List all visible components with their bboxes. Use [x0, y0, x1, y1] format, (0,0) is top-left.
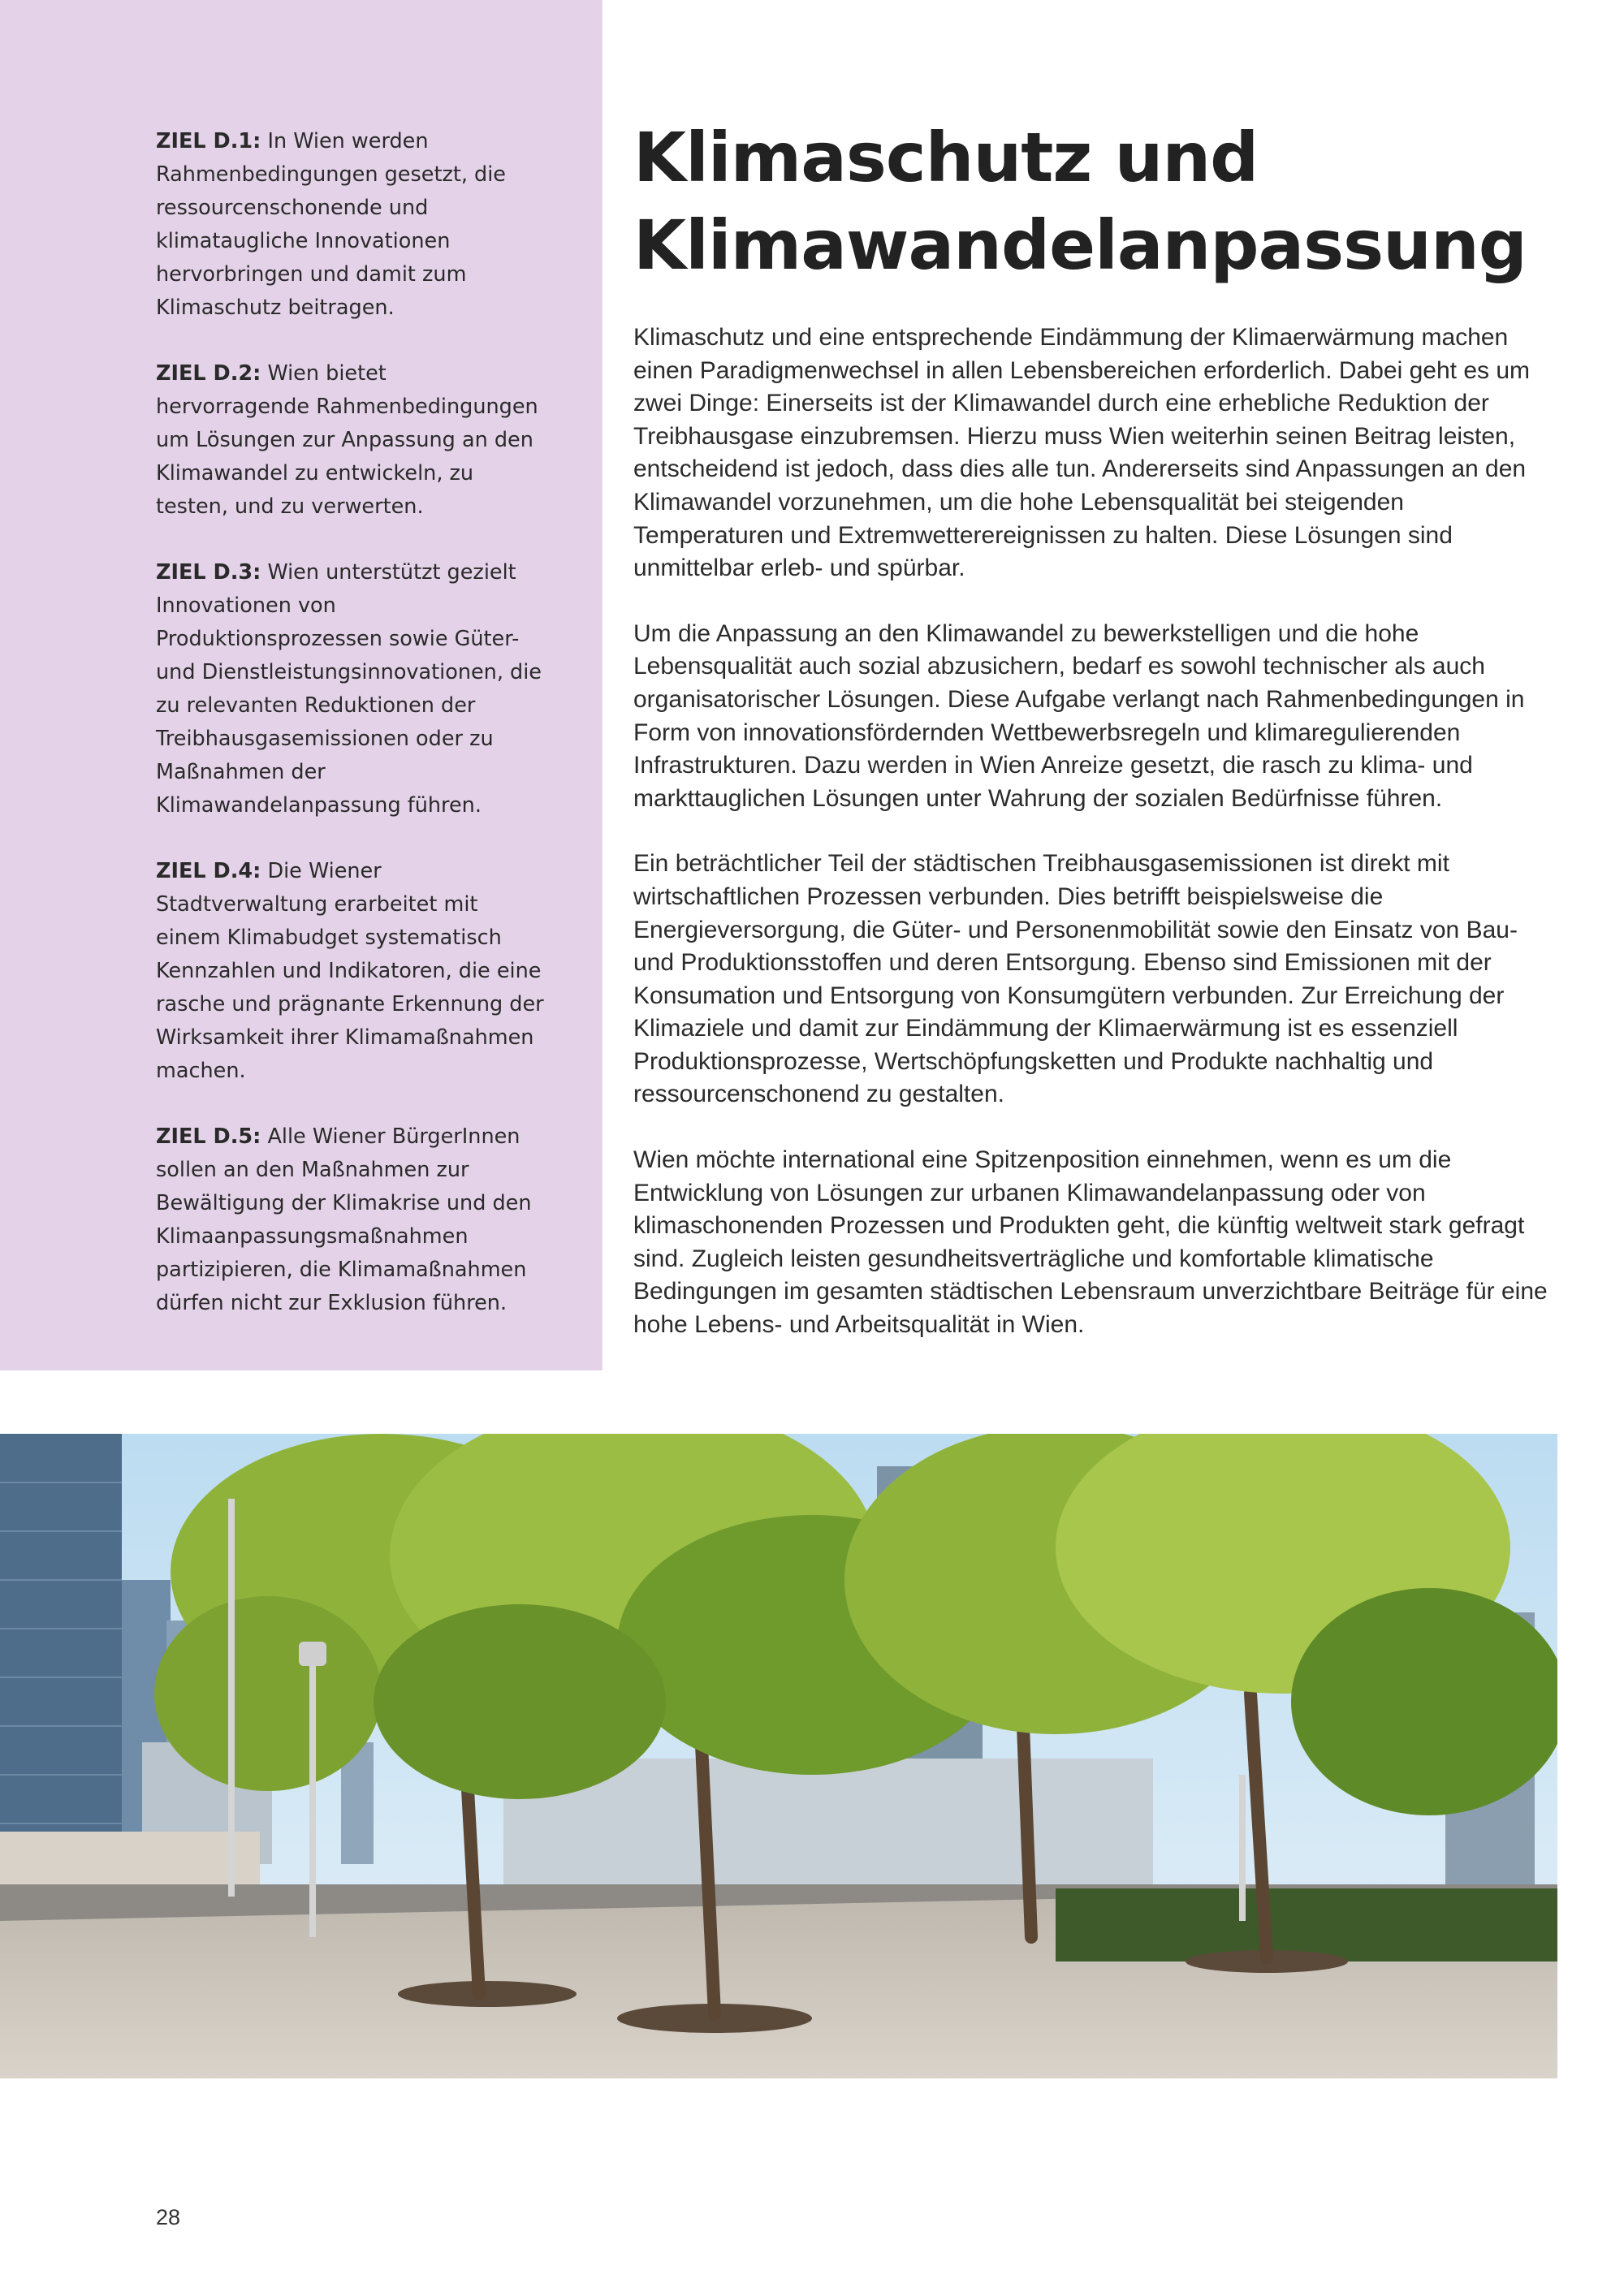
photo-icon: [0, 1434, 1557, 2078]
goal-text: Die Wiener Stadtverwaltung erarbeitet mit einem Klimabudget systematisch Kennzahlen und Indikatoren, die eine rasche und prägnante Erkennung der Wirksamkeit ihrer Klimamaßnahmen machen.: [156, 859, 544, 1083]
goals-list: [156, 125, 546, 1353]
goal-label: ZIEL D.4:: [156, 859, 261, 883]
goals-sidebar: [0, 0, 603, 1370]
goal-text: Wien unterstützt gezielt Innovationen von Produktionsprozessen sowie Güter- und Dienstleistungsinnovationen, die zu relevanten Reduktionen der Treibhausgasemissionen oder zu Maßnahmen der Klimawandelanpassung führen.: [156, 560, 542, 818]
goal-d1: [156, 125, 546, 325]
body-text: [633, 322, 1559, 1375]
hedge: [1056, 1888, 1557, 1962]
goal-text: Alle Wiener BürgerInnen sollen an den Maßnahmen zur Bewältigung der Klimakrise und den Klimaanpassungsmaßnahmen partizipieren, die Klimamaßnahmen dürfen nicht zur Exklusion führen.: [156, 1124, 532, 1315]
title-line-1: Klimaschutz und: [633, 118, 1259, 197]
goal-label: ZIEL D.3:: [156, 560, 261, 585]
body-paragraph-3: Ein beträchtlicher Teil der städtischen Treibhausgasemissionen ist direkt mit wirtschaftlichen Prozessen verbunden. Dies betrifft beispielsweise die Energieversorgung, die Güter- und Personenmobilität sowie den Einsatz von Bau- und Produktionsstoffen und deren Entsorgung. Ebenso sind Emissionen mit der Konsumation und Entsorgung von Konsumgütern verbunden. Zur Erreichung der Klimaziele und damit zur Eindämmung der Klimaerwärmung ist es essenziell Produktionsprozesse, Wertschöpfungsketten und Produkte nachhaltig und ressourcenschonend zu gestalten.: [633, 850, 1518, 1108]
tree-pit: [398, 1981, 577, 2007]
goal-d3: [156, 556, 546, 822]
building-left: [0, 1434, 122, 1856]
goal-label: ZIEL D.1:: [156, 129, 261, 153]
street-trees-photo: [0, 1434, 1557, 2078]
goal-label: ZIEL D.2:: [156, 361, 261, 386]
lamp-head: [299, 1642, 326, 1666]
title-line-2: Klimawandelanpassung: [633, 205, 1527, 285]
wall: [0, 1832, 260, 1888]
body-paragraph-2: Um die Anpassung an den Klimawandel zu bewerkstelligen und die hohe Lebensqualität auch sozial abzusichern, bedarf es sowohl technischer als auch organisatorischer Lösungen. Diese Aufgabe verlangt nach Rahmenbedingungen in Form von innovationsfördernden Wettbewerbsregeln und klimaregulierenden Infrastrukturen. Dazu werden in Wien Anreize gesetzt, die rasch zu klima- und markttauglichen Lösungen unter Wahrung der sozialen Bedürfnisse führen.: [633, 619, 1525, 812]
body-paragraph-4: Wien möchte international eine Spitzenposition einnehmen, wenn es um die Entwicklung von Lösungen zur urbanen Klimawandelanpassung oder von klimaschonenden Prozessen und Produkten geht, die künftig weltweit stark gefragt sind. Zugleich leisten gesundheitsverträgliche und komfortable klimatische Bedingungen im gesamten städtischen Lebensraum unverzichtbare Beiträge für eine hohe Lebens- und Arbeitsqualität in Wien.: [633, 1146, 1548, 1339]
page-number: 28: [156, 2205, 181, 2229]
goal-d5: [156, 1120, 546, 1320]
goal-text: In Wien werden Rahmenbedingungen gesetzt, die ressourcenschonende und klimataugliche Innovationen hervorbringen und damit zum Klimaschutz beitragen.: [156, 129, 506, 320]
goal-d2: [156, 357, 546, 524]
page-title: [633, 114, 1567, 289]
goal-d4: [156, 855, 546, 1088]
body-paragraph-1: Klimaschutz und eine entsprechende Eindämmung der Klimaerwärmung machen einen Paradigmenwechsel in allen Lebensbereichen erforderlich. Dabei geht es um zwei Dinge: Einerseits ist der Klimawandel durch eine erhebliche Reduktion der Treibhausgase einzubremsen. Hierzu muss Wien weiterhin seinen Beitrag leisten, entscheidend ist jedoch, dass dies alle tun. Andererseits sind Anpassungen an den Klimawandel vorzunehmen, um die hohe Lebensqualität bei steigenden Temperaturen und Extremwetterereignissen zu halten. Diese Lösungen sind unmittelbar erleb- und spürbar.: [633, 324, 1531, 582]
goal-label: ZIEL D.5:: [156, 1124, 261, 1149]
goal-text: Wien bietet hervorragende Rahmenbedingungen um Lösungen zur Anpassung an den Klimawandel zu entwickeln, zu testen, und zu verwerten.: [156, 361, 538, 519]
